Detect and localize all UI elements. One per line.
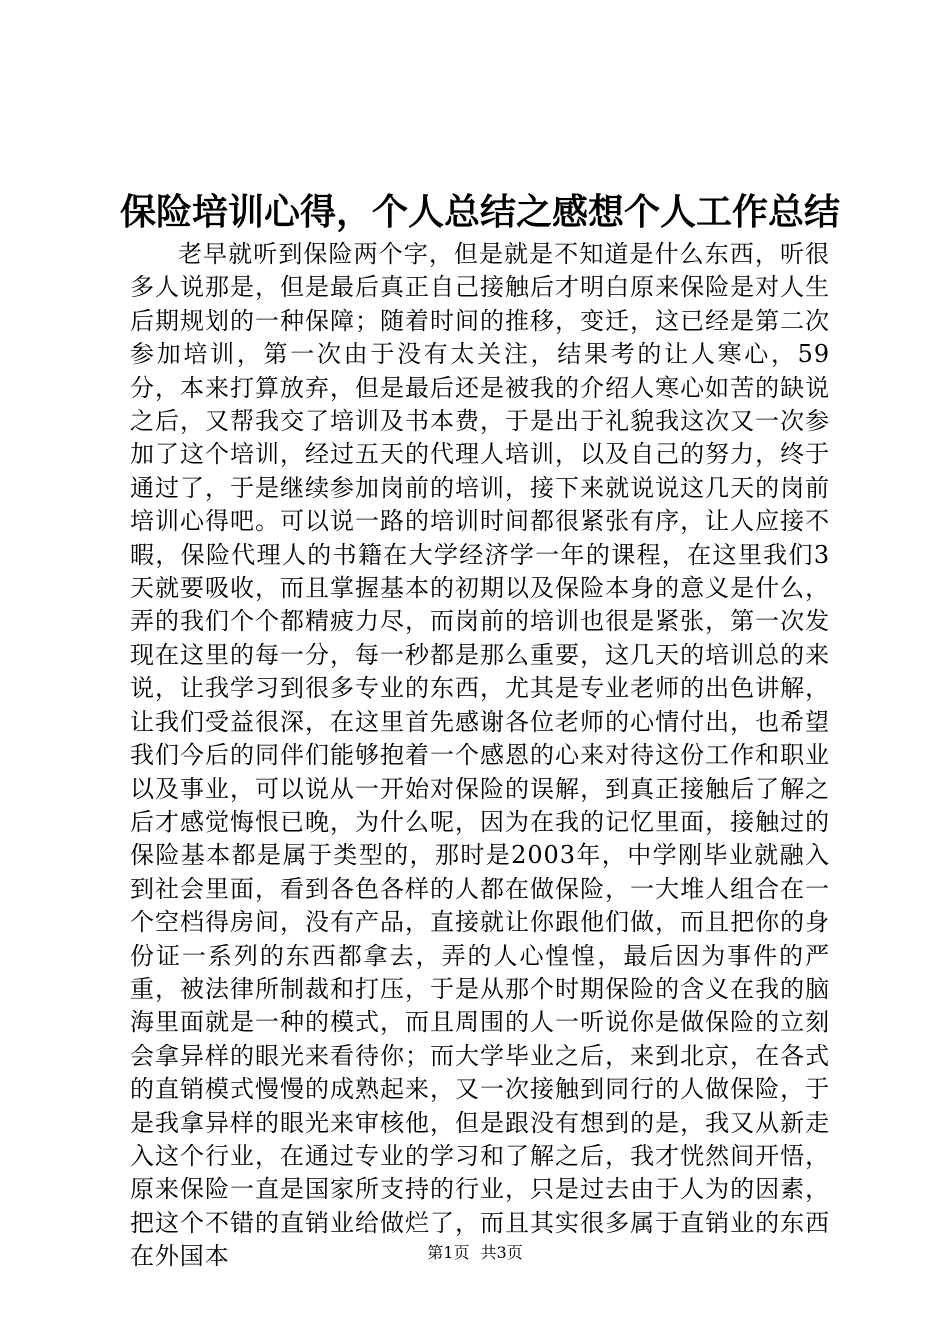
document-title: 保险培训心得，个人总结之感想个人工作总结 bbox=[119, 191, 840, 233]
page-footer bbox=[0, 1243, 950, 1263]
page-number: 第1页 bbox=[427, 1243, 470, 1262]
document-body: 老早就听到保险两个字，但是就是不知道是什么东西，听很多人说那是，但是最后真正自己接触后才明白原来保险是对人生后期规划的一种保障；随着时间的推移，变迁，这已经是第二次参加培训，第一次由于没有太关注，结果考的让人寒心，59分，本来打算放弃，但是最后还是被我的介绍人寒心如苦的缺说之后，又帮我交了培训及书本费，于是出于礼貌我这次又一次参加了这个培训，经过五天的代理人培训，以及自己的努力，终于通过了，于是继续参加岗前的培训，接下来就说说这几天的岗前培训心得吧。可以说一路的培训时间都很紧张有序，让人应接不暇，保险代理人的书籍在大学经济学一年的课程，在这里我们3天就要吸收，而且掌握基本的初期以及保险本身的意义是什么，弄的我们个个都精疲力尽，而岗前的培训也很是紧张，第一次发现在这里的每一分，每一秒都是那么重要，这几天的培训总的来说，让我学习到很多专业的东西，尤其是专业老师的出色讲解，让我们受益很深，在这里首先感谢各位老师的心情付出，也希望我们今后的同伴们能够抱着一个感恩的心来对待这份工作和职业以及事业，可以说从一开始对保险的误解，到真正接触后了解之后才感觉悔恨已晚，为什么呢，因为在我的记忆里面，接触过的保险基本都是属于类型的，那时是2003年，中学刚毕业就融入到社会里面，看到各色各样的人都在做保险，一大堆人组合在一个空档得房间，没有产品，直接就让你跟他们做，而且把你的身份证一系列的东西都拿去，弄的人心惶惶，最后因为事件的严重，被法律所制裁和打压，于是从那个时期保险的含义在我的脑海里面就是一种的模式，而且周围的人一听说你是做保险的立刻会拿异样的眼光来看待你；而大学毕业之后，来到北京，在各式的直销模式慢慢的成熟起来，又一次接触到同行的人做保险，于是我拿异样的眼光来审核他，但是跟没有想到的是，我又从新走入这个行业，在通过专业的学习和了解之后，我才恍然间开悟，原来保险一直是国家所支持的行业，只是过去由于人为的因素，把这个不错的直销业给做烂了，而且其实很多属于直销业的东西在外国本 bbox=[130, 240, 830, 1271]
page-count: 共3页 bbox=[480, 1243, 523, 1262]
